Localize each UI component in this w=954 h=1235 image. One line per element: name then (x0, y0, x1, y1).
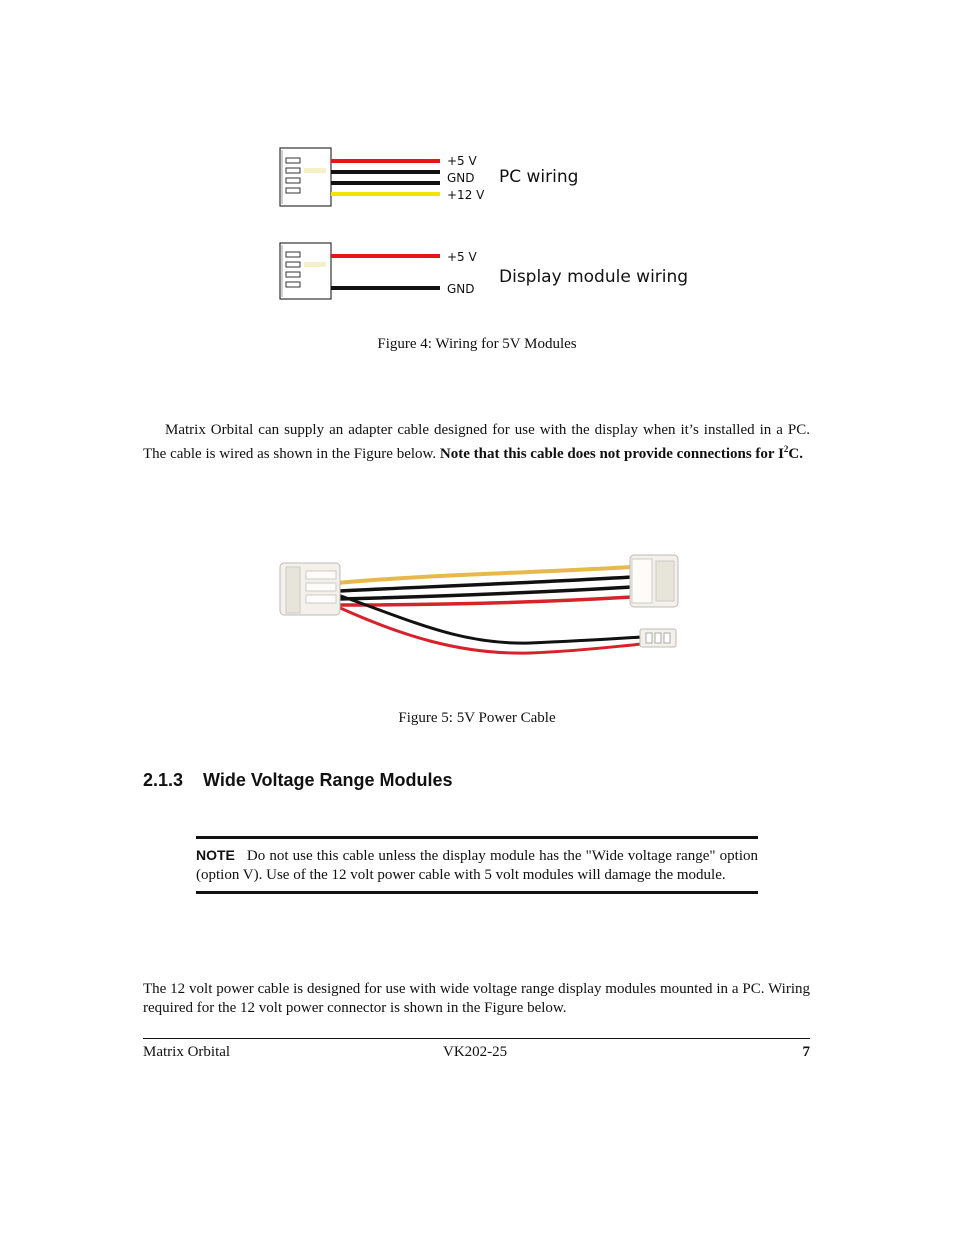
display-wiring-title: Display module wiring (499, 267, 689, 287)
footer-rule (143, 1038, 810, 1039)
figure5-caption: Figure 5: 5V Power Cable (398, 710, 556, 726)
pc-connector (280, 148, 331, 206)
power-cable-illustration (270, 545, 690, 670)
pc-label-5v: +5 V (447, 154, 477, 168)
left-molex-connector (280, 563, 340, 615)
note-box (196, 836, 758, 894)
section-heading (143, 770, 453, 791)
footer-left: Matrix Orbital (143, 1044, 231, 1060)
section-number: 2.1.3 (143, 770, 184, 790)
footer-center: VK202-25 (443, 1044, 508, 1060)
note-text: Do not use this cable unless the display module has the "Wide voltage range" option (option V). Use of the 12 volt power cable with 5 volt modules will damage the module. (196, 848, 758, 883)
paragraph-adapter-bold: Note that this cable does not provide connections for $I^2C$. (439, 443, 803, 462)
page-number: 7 (802, 1044, 810, 1060)
pc-label-gnd: GND (447, 171, 475, 185)
pc-label-12v: +12 V (447, 188, 485, 202)
paragraph-12v-cable: The 12 volt power cable is designed for use with wide voltage range display modules mounted in a PC. Wiring required for the 12 volt power connector is shown in the Figure below. (143, 981, 810, 1016)
note-label: NOTE (196, 847, 235, 863)
wiring-diagram (270, 140, 690, 310)
section-title: Wide Voltage Range Modules (203, 770, 453, 790)
pc-wiring-title: PC wiring (499, 167, 579, 187)
right-molex-connector (630, 555, 678, 607)
small-module-connector (640, 629, 676, 647)
figure4-caption: Figure 4: Wiring for 5V Modules (377, 336, 577, 352)
paragraph-adapter-text: Matrix Orbital can supply an adapter cable designed for use with the display when it’s installed in a PC. The cable is wired as shown in the Figure below. (143, 422, 810, 462)
display-label-5v: +5 V (447, 250, 477, 264)
paragraph-adapter-cable (143, 421, 810, 463)
display-label-gnd: GND (447, 282, 475, 296)
display-connector (280, 243, 331, 299)
